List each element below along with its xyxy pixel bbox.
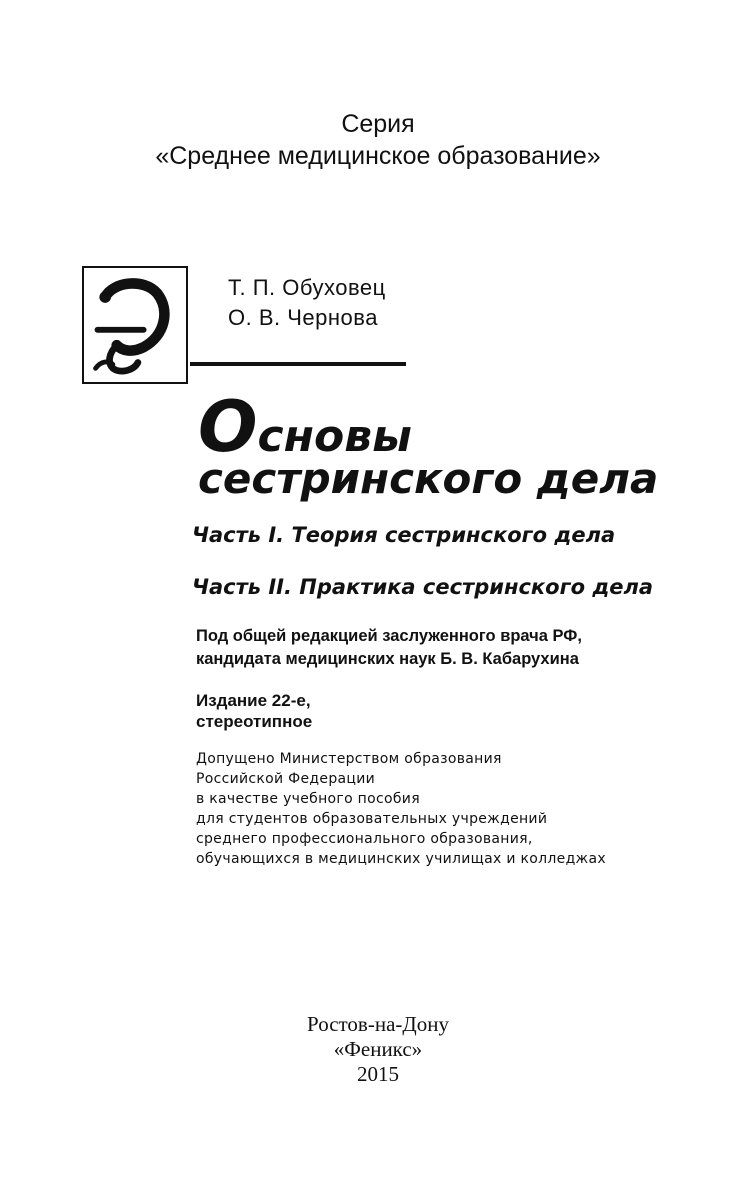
- snake-and-bowl-emblem-icon: [84, 268, 186, 382]
- book-title-line-1: [198, 386, 412, 468]
- approval-line: Допущено Министерством образования: [196, 751, 502, 767]
- divider-rule: [190, 362, 406, 366]
- approval-line: Российской Федерации: [196, 771, 376, 787]
- title-line-1-rest: сновы: [257, 411, 412, 462]
- book-title-line-2: сестринского дела: [198, 454, 659, 503]
- imprint-year: 2015: [357, 1062, 399, 1086]
- imprint-publisher: «Феникс»: [333, 1037, 423, 1061]
- author-name: Т. П. Обуховец: [228, 275, 386, 300]
- editor-line: Под общей редакцией заслуженного врача РФ,: [196, 627, 582, 645]
- editor-line: кандидата медицинских наук Б. В. Кабарухина: [196, 650, 579, 668]
- approval-line: в качестве учебного пособия: [196, 791, 420, 807]
- part-two-title: Часть II. Практика сестринского дела: [192, 575, 654, 599]
- part-one-title: Часть I. Теория сестринского дела: [192, 523, 616, 547]
- approval-line: обучающихся в медицинских училищах и колледжах: [196, 851, 606, 867]
- series-name: «Среднее медицинское образование»: [155, 142, 601, 170]
- approval-line: для студентов образовательных учреждений: [196, 811, 548, 827]
- edition-note: [196, 690, 312, 732]
- approval-statement: [196, 749, 606, 869]
- publisher-logo: [82, 266, 188, 384]
- edition-line: Издание 22-е,: [196, 691, 311, 710]
- series-label: Серия: [341, 110, 415, 138]
- author-name: О. В. Чернова: [228, 305, 378, 330]
- title-initial-letter: О: [198, 386, 258, 468]
- approval-line: среднего профессионального образования,: [196, 831, 533, 847]
- edition-line: стереотипное: [196, 712, 313, 731]
- editor-note: [196, 625, 582, 671]
- imprint-city: Ростов-на-Дону: [307, 1012, 449, 1036]
